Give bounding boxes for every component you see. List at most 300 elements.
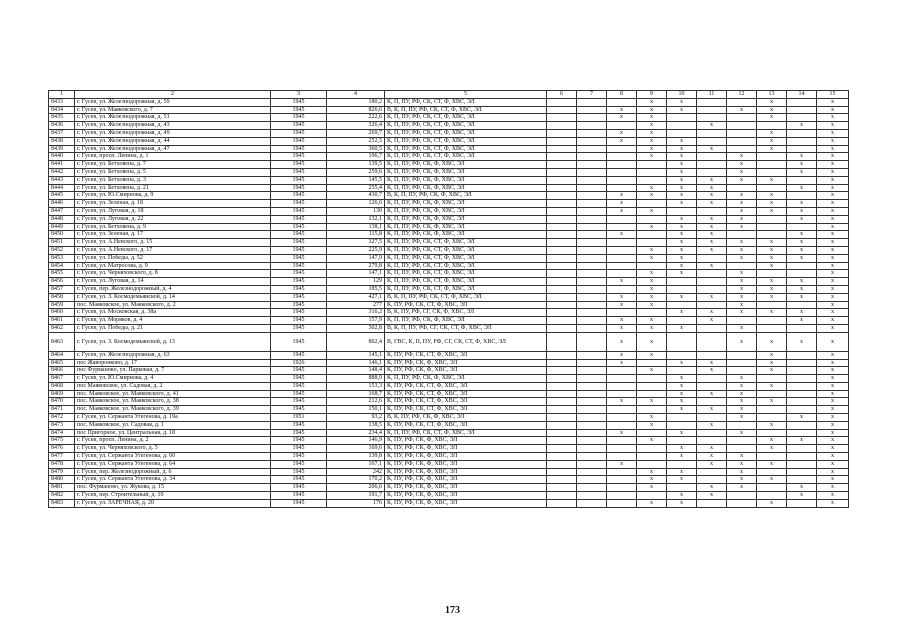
mark-cell-col-11: x [697, 309, 727, 317]
mark-cell-col-12 [727, 492, 757, 500]
mark-cell-col-12: x [727, 239, 757, 247]
elements-cell: К, П, ПУ, РФ, СК, Ф, ХВС, ЭЛ [385, 317, 547, 325]
mark-cell-col-12: x [727, 278, 757, 286]
mark-cell-col-8 [607, 145, 637, 153]
mark-cell-col-11 [697, 161, 727, 169]
mark-cell-col-13 [757, 484, 787, 492]
mark-cell-col-8 [607, 492, 637, 500]
mark-cell-col-6 [547, 317, 577, 325]
mark-cell-col-7 [577, 192, 607, 200]
mark-cell-col-7 [577, 301, 607, 309]
year-cell: 1945 [271, 98, 327, 106]
mark-cell-col-13 [757, 317, 787, 325]
row-id-cell: 8440 [49, 153, 75, 161]
mark-cell-col-7 [577, 453, 607, 461]
mark-cell-col-11 [697, 382, 727, 390]
mark-cell-col-9 [637, 200, 667, 208]
mark-cell-col-15: x [817, 285, 849, 293]
address-cell: г. Гусев, ул. Бетховена, д. 3 [75, 176, 271, 184]
mark-cell-col-14 [787, 192, 817, 200]
row-id-cell: 8461 [49, 317, 75, 325]
year-cell: 1945 [271, 270, 327, 278]
mark-cell-col-7 [577, 437, 607, 445]
year-cell: 1945 [271, 367, 327, 375]
year-cell: 1945 [271, 254, 327, 262]
elements-cell: К, ПУ, РФ, СК, Ф, ХВС, ЭЛ [385, 367, 547, 375]
table-row [49, 406, 849, 414]
mark-cell-col-14 [787, 270, 817, 278]
area-cell: 222,6 [327, 114, 385, 122]
year-cell: 1951 [271, 414, 327, 422]
table-row [49, 359, 849, 367]
area-cell: 427,1 [327, 293, 385, 301]
mark-cell-col-15: x [817, 293, 849, 301]
year-cell: 1945 [271, 114, 327, 122]
mark-cell-col-13: x [757, 246, 787, 254]
row-id-cell: 8474 [49, 429, 75, 437]
mark-cell-col-7 [577, 168, 607, 176]
table-row [49, 382, 849, 390]
mark-cell-col-11 [697, 114, 727, 122]
mark-cell-col-7 [577, 324, 607, 332]
mark-cell-col-9 [637, 359, 667, 367]
mark-cell-col-12: x [727, 460, 757, 468]
row-id-cell: 8452 [49, 246, 75, 254]
mark-cell-col-13: x [757, 476, 787, 484]
mark-cell-col-15: x [817, 106, 849, 114]
mark-cell-col-9: x [637, 129, 667, 137]
mark-cell-col-12: x [727, 168, 757, 176]
area-cell: 277 [327, 301, 385, 309]
mark-cell-col-6 [547, 468, 577, 476]
mark-cell-col-15: x [817, 231, 849, 239]
mark-cell-col-6 [547, 460, 577, 468]
mark-cell-col-6 [547, 359, 577, 367]
table-row [49, 192, 849, 200]
mark-cell-col-7 [577, 285, 607, 293]
mark-cell-col-11: x [697, 145, 727, 153]
mark-cell-col-11 [697, 98, 727, 106]
address-cell: г. Гусев, ул. Железнодорожная, д. 47 [75, 145, 271, 153]
mark-cell-col-13: x [757, 367, 787, 375]
mark-cell-col-10 [667, 278, 697, 286]
mark-cell-col-7 [577, 270, 607, 278]
mark-cell-col-14 [787, 129, 817, 137]
mark-cell-col-15: x [817, 98, 849, 106]
mark-cell-col-12: x [727, 390, 757, 398]
mark-cell-col-10: x [667, 270, 697, 278]
table-row [49, 445, 849, 453]
table-row [49, 285, 849, 293]
mark-cell-col-7 [577, 398, 607, 406]
address-cell: г. Гусев, ул. Железнодорожная, д. 51 [75, 114, 271, 122]
mark-cell-col-12 [727, 437, 757, 445]
mark-cell-col-11: x [697, 359, 727, 367]
mark-cell-col-14: x [787, 246, 817, 254]
row-id-cell: 8470 [49, 398, 75, 406]
table-row [49, 184, 849, 192]
mark-cell-col-10 [667, 317, 697, 325]
address-cell: г. Гусев, ул. Луговая, д. 18 [75, 207, 271, 215]
mark-cell-col-7 [577, 114, 607, 122]
year-cell: 1945 [271, 293, 327, 301]
mark-cell-col-15: x [817, 207, 849, 215]
mark-cell-col-9: x [637, 324, 667, 332]
mark-cell-col-6 [547, 476, 577, 484]
mark-cell-col-15: x [817, 129, 849, 137]
mark-cell-col-6 [547, 324, 577, 332]
mark-cell-col-15: x [817, 484, 849, 492]
mark-cell-col-8 [607, 161, 637, 169]
mark-cell-col-7 [577, 476, 607, 484]
mark-cell-col-15: x [817, 406, 849, 414]
area-cell: 302,8 [327, 324, 385, 332]
mark-cell-col-10: x [667, 106, 697, 114]
mark-cell-col-13 [757, 215, 787, 223]
elements-cell: В, К, П, ПУ, РФ, СК, СТ, Ф, ХВС, ЭЛ [385, 106, 547, 114]
mark-cell-col-11 [697, 429, 727, 437]
mark-cell-col-14: x [787, 200, 817, 208]
column-header: 5 [385, 91, 547, 99]
elements-cell: К, ПУ, РФ, СК, СТ, Ф, ХВС, ЭЛ [385, 382, 547, 390]
mark-cell-col-9 [637, 429, 667, 437]
mark-cell-col-13: x [757, 382, 787, 390]
mark-cell-col-8 [607, 445, 637, 453]
mark-cell-col-10: x [667, 137, 697, 145]
mark-cell-col-6 [547, 161, 577, 169]
year-cell: 1945 [271, 145, 327, 153]
mark-cell-col-12 [727, 317, 757, 325]
mark-cell-col-8: x [607, 317, 637, 325]
mark-cell-col-10: x [667, 359, 697, 367]
table-row [49, 145, 849, 153]
table-row [49, 293, 849, 301]
mark-cell-col-9 [637, 176, 667, 184]
mark-cell-col-15: x [817, 499, 849, 507]
mark-cell-col-6 [547, 453, 577, 461]
mark-cell-col-10 [667, 129, 697, 137]
elements-cell: К, П, ПУ, РФ, СК, СТ, Ф, ХВС, ЭЛ [385, 278, 547, 286]
mark-cell-col-6 [547, 98, 577, 106]
mark-cell-col-13: x [757, 351, 787, 359]
elements-cell: К, П, ПУ, РФ, СК, СТ, Ф, ХВС, ЭЛ [385, 429, 547, 437]
mark-cell-col-15: x [817, 421, 849, 429]
elements-cell: К, П, ПУ, РФ, СК, Ф, ХВС, ЭЛ [385, 215, 547, 223]
mark-cell-col-15: x [817, 301, 849, 309]
mark-cell-col-9: x [637, 317, 667, 325]
mark-cell-col-10: x [667, 176, 697, 184]
mark-cell-col-11: x [697, 421, 727, 429]
mark-cell-col-8: x [607, 359, 637, 367]
mark-cell-col-14 [787, 460, 817, 468]
row-id-cell: 8449 [49, 223, 75, 231]
mark-cell-col-11 [697, 153, 727, 161]
elements-cell: К, П, ПУ, РФ, СК, СТ, Ф, ХВС, ЭЛ [385, 122, 547, 130]
mark-cell-col-9 [637, 161, 667, 169]
elements-cell: К, ПУ, РФ, СК, Ф, ХВС, ЭЛ [385, 476, 547, 484]
address-cell: г. Гусев, ул. Победы, д. 52 [75, 254, 271, 262]
mark-cell-col-9: x [637, 437, 667, 445]
area-cell: 234,4 [327, 429, 385, 437]
mark-cell-col-9: x [637, 484, 667, 492]
mark-cell-col-15: x [817, 367, 849, 375]
mark-cell-col-14 [787, 476, 817, 484]
year-cell: 1945 [271, 324, 327, 332]
mark-cell-col-8 [607, 390, 637, 398]
mark-cell-col-10: x [667, 492, 697, 500]
mark-cell-col-11 [697, 437, 727, 445]
mark-cell-col-9 [637, 231, 667, 239]
year-cell: 1945 [271, 285, 327, 293]
mark-cell-col-8: x [607, 301, 637, 309]
mark-cell-col-11: x [697, 231, 727, 239]
area-cell: 129 [327, 278, 385, 286]
table-row [49, 390, 849, 398]
mark-cell-col-15: x [817, 168, 849, 176]
column-header: 4 [327, 91, 385, 99]
mark-cell-col-9: x [637, 122, 667, 130]
registry-table [48, 90, 849, 508]
mark-cell-col-11: x [697, 192, 727, 200]
mark-cell-col-8: x [607, 460, 637, 468]
mark-cell-col-8: x [607, 332, 637, 351]
area-cell: 888,9 [327, 375, 385, 383]
address-cell: г. Гусев, пер. Железнодорожный, д. 6 [75, 468, 271, 476]
mark-cell-col-10 [667, 285, 697, 293]
mark-cell-col-6 [547, 285, 577, 293]
row-id-cell: 8447 [49, 207, 75, 215]
mark-cell-col-8 [607, 122, 637, 130]
mark-cell-col-14: x [787, 484, 817, 492]
mark-cell-col-12: x [727, 309, 757, 317]
mark-cell-col-7 [577, 239, 607, 247]
mark-cell-col-9: x [637, 207, 667, 215]
mark-cell-col-9: x [637, 398, 667, 406]
mark-cell-col-14: x [787, 437, 817, 445]
mark-cell-col-10: x [667, 468, 697, 476]
mark-cell-col-11 [697, 270, 727, 278]
area-cell: 269,7 [327, 129, 385, 137]
mark-cell-col-12: x [727, 468, 757, 476]
column-header: 10 [667, 91, 697, 99]
year-cell: 1945 [271, 239, 327, 247]
mark-cell-col-9: x [637, 254, 667, 262]
mark-cell-col-14 [787, 106, 817, 114]
mark-cell-col-6 [547, 153, 577, 161]
row-id-cell: 8458 [49, 293, 75, 301]
mark-cell-col-14 [787, 445, 817, 453]
mark-cell-col-7 [577, 200, 607, 208]
mark-cell-col-12: x [727, 453, 757, 461]
mark-cell-col-12: x [727, 324, 757, 332]
area-cell: 242 [327, 468, 385, 476]
mark-cell-col-8: x [607, 293, 637, 301]
mark-cell-col-10: x [667, 168, 697, 176]
mark-cell-col-12 [727, 499, 757, 507]
mark-cell-col-11 [697, 476, 727, 484]
row-id-cell: 8433 [49, 98, 75, 106]
elements-cell: К, ПУ, РФ, СК, Ф, ХВС, ЭЛ [385, 453, 547, 461]
mark-cell-col-15: x [817, 215, 849, 223]
mark-cell-col-7 [577, 293, 607, 301]
address-cell: г. Гусев, ул. Победы, д. 21 [75, 324, 271, 332]
mark-cell-col-15: x [817, 476, 849, 484]
mark-cell-col-12 [727, 114, 757, 122]
table-row [49, 324, 849, 332]
mark-cell-col-9: x [637, 145, 667, 153]
row-id-cell: 8465 [49, 359, 75, 367]
mark-cell-col-12 [727, 184, 757, 192]
mark-cell-col-12: x [727, 414, 757, 422]
year-cell: 1945 [271, 375, 327, 383]
mark-cell-col-12 [727, 262, 757, 270]
mark-cell-col-12 [727, 421, 757, 429]
row-id-cell: 8472 [49, 414, 75, 422]
mark-cell-col-7 [577, 492, 607, 500]
row-id-cell: 8469 [49, 390, 75, 398]
mark-cell-col-13: x [757, 398, 787, 406]
mark-cell-col-14 [787, 324, 817, 332]
mark-cell-col-14 [787, 359, 817, 367]
address-cell: г. Гусев, ул. Сержанта Угегенова, д. 19а [75, 414, 271, 422]
mark-cell-col-9: x [637, 351, 667, 359]
table-row [49, 114, 849, 122]
mark-cell-col-14 [787, 429, 817, 437]
year-cell: 1945 [271, 398, 327, 406]
table-row [49, 414, 849, 422]
area-cell: 157,9 [327, 317, 385, 325]
elements-cell: К, П, ПУ, РФ, СК, Ф, ХВС, ЭЛ [385, 375, 547, 383]
mark-cell-col-14 [787, 390, 817, 398]
mark-cell-col-8 [607, 421, 637, 429]
mark-cell-col-11 [697, 168, 727, 176]
mark-cell-col-8 [607, 215, 637, 223]
table-row [49, 278, 849, 286]
mark-cell-col-6 [547, 278, 577, 286]
table-row [49, 484, 849, 492]
mark-cell-col-10: x [667, 98, 697, 106]
address-cell: г. Гусев, ул. А.Невского, д. 17 [75, 246, 271, 254]
table-row [49, 223, 849, 231]
area-cell: 150,1 [327, 406, 385, 414]
elements-cell: К, ПУ, РФ, СК, Ф, ХВС, ЭЛ [385, 499, 547, 507]
mark-cell-col-15: x [817, 390, 849, 398]
mark-cell-col-7 [577, 137, 607, 145]
mark-cell-col-9 [637, 492, 667, 500]
mark-cell-col-13: x [757, 145, 787, 153]
address-cell: пос. Фурманово, ул. Жукова, д. 15 [75, 484, 271, 492]
mark-cell-col-14: x [787, 293, 817, 301]
mark-cell-col-13 [757, 161, 787, 169]
mark-cell-col-15: x [817, 145, 849, 153]
mark-cell-col-9: x [637, 184, 667, 192]
mark-cell-col-7 [577, 317, 607, 325]
mark-cell-col-13 [757, 153, 787, 161]
mark-cell-col-13 [757, 184, 787, 192]
year-cell: 1945 [271, 231, 327, 239]
mark-cell-col-14 [787, 114, 817, 122]
mark-cell-col-12: x [727, 398, 757, 406]
mark-cell-col-12: x [727, 161, 757, 169]
area-cell: 360,5 [327, 145, 385, 153]
address-cell: г. Гусев, ул. Бетховена, д. 21 [75, 184, 271, 192]
row-id-cell: 8471 [49, 406, 75, 414]
mark-cell-col-14 [787, 406, 817, 414]
year-cell: 1945 [271, 468, 327, 476]
mark-cell-col-14 [787, 176, 817, 184]
row-id-cell: 8462 [49, 324, 75, 332]
address-cell: г. Гусев, ул. Железнодорожная, д. 63 [75, 351, 271, 359]
year-cell: 1945 [271, 137, 327, 145]
table-row [49, 270, 849, 278]
year-cell: 1926 [271, 359, 327, 367]
year-cell: 1945 [271, 317, 327, 325]
address-cell: пос. Маяковское, ул. Маяковского, д. 2 [75, 301, 271, 309]
mark-cell-col-13 [757, 429, 787, 437]
mark-cell-col-7 [577, 375, 607, 383]
elements-cell: К, П, ПУ, РФ, СК, СТ, Ф, ХВС, ЭЛ [385, 254, 547, 262]
mark-cell-col-12: x [727, 476, 757, 484]
mark-cell-col-9: x [637, 285, 667, 293]
column-header: 7 [577, 91, 607, 99]
year-cell: 1945 [271, 192, 327, 200]
year-cell: 1945 [271, 445, 327, 453]
address-cell: г. Гусев, ул. Железнодорожная, д. 43 [75, 122, 271, 130]
mark-cell-col-8 [607, 239, 637, 247]
mark-cell-col-9 [637, 239, 667, 247]
table-row [49, 106, 849, 114]
mark-cell-col-9 [637, 215, 667, 223]
area-cell: 191,7 [327, 492, 385, 500]
mark-cell-col-7 [577, 382, 607, 390]
year-cell: 1945 [271, 129, 327, 137]
mark-cell-col-15: x [817, 398, 849, 406]
mark-cell-col-10: x [667, 406, 697, 414]
address-cell: г. Гусев, ул. А.Невского, д. 15 [75, 239, 271, 247]
mark-cell-col-10: x [667, 445, 697, 453]
area-cell: 327,5 [327, 239, 385, 247]
table-body [49, 98, 849, 507]
mark-cell-col-13: x [757, 437, 787, 445]
table-row [49, 122, 849, 130]
mark-cell-col-15: x [817, 184, 849, 192]
mark-cell-col-14 [787, 382, 817, 390]
table-row [49, 309, 849, 317]
elements-cell: К, ПУ, РФ, СК, СТ, Ф, ХВС, ЭЛ [385, 351, 547, 359]
year-cell: 1945 [271, 246, 327, 254]
mark-cell-col-6 [547, 398, 577, 406]
mark-cell-col-11: x [697, 406, 727, 414]
mark-cell-col-12: x [727, 192, 757, 200]
mark-cell-col-10: x [667, 398, 697, 406]
mark-cell-col-14 [787, 421, 817, 429]
mark-cell-col-7 [577, 161, 607, 169]
mark-cell-col-7 [577, 223, 607, 231]
table-row [49, 332, 849, 351]
mark-cell-col-10 [667, 421, 697, 429]
address-cell: г. Гусев, ул. Ю.Смирнова, д. 9 [75, 192, 271, 200]
row-id-cell: 8468 [49, 382, 75, 390]
mark-cell-col-6 [547, 301, 577, 309]
table-row [49, 499, 849, 507]
mark-cell-col-15: x [817, 137, 849, 145]
mark-cell-col-8 [607, 176, 637, 184]
mark-cell-col-6 [547, 429, 577, 437]
mark-cell-col-9: x [637, 499, 667, 507]
mark-cell-col-6 [547, 390, 577, 398]
elements-cell: В, ГВС, К, П, ПУ, РФ, СГ, СК, СТ, Ф, ХВС, ЭЛ [385, 332, 547, 351]
area-cell: 170,2 [327, 476, 385, 484]
